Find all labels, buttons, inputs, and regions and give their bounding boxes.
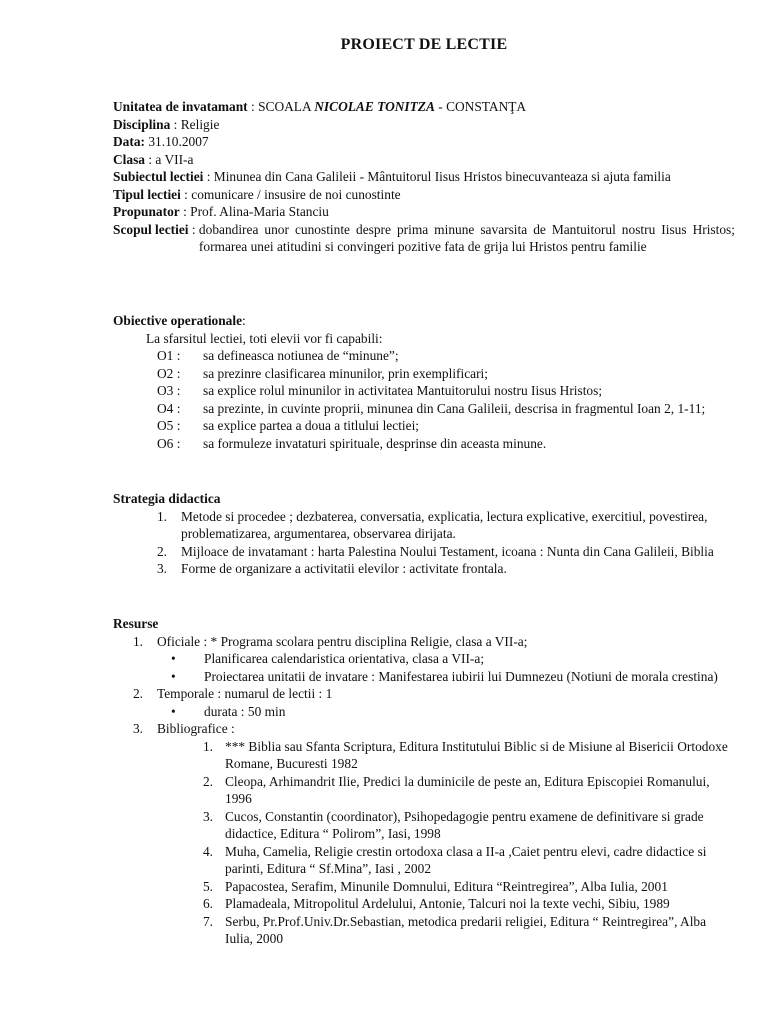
objectives-section: Obiective operationale: La sfarsitul lectiei, toti elevii vor fi capabili: O1 : sa defineasca notiunea de “minune”; O2 : sa prezinre clasificarea minunilor, prin exemplificari; O3 : sa explice rolul minunilor in activitatea Mantuitorului nostru Iisus Hristos; O4 : sa prezinte, in cuvinte proprii, minunea din Cana Galileii, descrisa in fragmentul Ioan 2, 1-11; O5 : sa explice partea a doua a titlului lectiei; O6 : sa formuleze invataturi spirituale, desprinse din aceasta minune.: [113, 312, 735, 452]
objective-text: sa prezinre clasificarea minunilor, prin exemplificari;: [203, 365, 489, 381]
objectives-intro: La sfarsitul lectiei, toti elevii vor fi capabili:: [146, 330, 383, 346]
strategy-item: [113, 543, 735, 561]
lesson-metadata: [113, 98, 735, 256]
objective-item: [113, 347, 735, 365]
objective-text: sa defineasca notiunea de “minune”;: [203, 348, 399, 363]
meta-value: Prof. Alina-Maria Stanciu: [190, 204, 329, 219]
meta-disciplina: Disciplina : Religie: [113, 116, 220, 132]
list-text: Cleopa, Arhimandrit Ilie, Predici la duminicile de peste an, Editura Episcopiei Romanului, 1996: [225, 773, 710, 806]
meta-propunator: Propunator : Prof. Alina-Maria Stanciu: [113, 204, 329, 219]
list-number: 3.: [132, 721, 143, 736]
bullet-icon: •: [171, 703, 176, 719]
list-text: Mijloace de invatamant : harta Palestina Noului Testament, icoana : Nunta din Cana Galileii, Biblia: [181, 543, 714, 559]
meta-value: comunicare / insusire de noi cunostinte: [191, 186, 401, 202]
resource-bibliografice: [113, 720, 735, 738]
list-text: Cucos, Constantin (coordinator), Psihopedagogie pentru examene de definitivare si grade didactice, Editura “ Polirom”, Iasi, 1998: [225, 808, 704, 841]
meta-label: Subiectul lectiei: [113, 169, 204, 184]
objective-code: O6 :: [157, 435, 181, 451]
bullet-item: [113, 650, 735, 668]
objective-code: O1 :: [157, 348, 181, 363]
bibliography-list: [113, 738, 735, 948]
list-number: 1.: [132, 633, 143, 649]
objective-text: sa formuleze invataturi spirituale, desprinse din aceasta minune.: [203, 435, 547, 451]
bullet-icon: •: [171, 668, 176, 684]
resources-list: [113, 633, 735, 651]
resources-list: [113, 720, 735, 738]
oficiale-bullets: [113, 650, 735, 685]
objective-item: [113, 417, 735, 435]
meta-label: Tipul lectiei: [113, 186, 181, 202]
meta-value: dobandirea unor cunostinte despre prima minune savarsita de Mantuitorul nostru Iisus Hristos; formarea unei atitudini si convingeri pozitive fata de grija lui Hristos pentru familie: [198, 221, 735, 254]
list-text: Metode si procedee ; dezbaterea, conversatia, explicatia, lectura explicative, exercitiul, povestirea, problematizarea, argumentarea, observarea dirijata.: [181, 508, 708, 541]
strategy-list: [113, 508, 735, 578]
list-number: 2.: [202, 773, 213, 789]
list-text: Forme de organizare a activitatii elevilor : activitate frontala.: [181, 561, 507, 576]
objective-item: [113, 400, 735, 418]
list-number: 3.: [202, 808, 213, 824]
meta-value: Religie: [180, 116, 220, 132]
strategy-item: [113, 508, 735, 543]
section-heading: Obiective operationale: [113, 313, 243, 328]
bibliography-item: [113, 808, 735, 843]
list-number: 6.: [202, 896, 213, 911]
bibliography-item: [113, 738, 735, 773]
resources-section: [113, 615, 735, 948]
section-heading: Strategia didactica: [113, 491, 221, 506]
meta-value: 31.10.2007: [148, 134, 209, 149]
bullet-text: durata : 50 min: [204, 703, 286, 719]
list-number: 2.: [156, 543, 167, 559]
list-text: Temporale : numarul de lectii : 1: [157, 686, 333, 701]
meta-data: [113, 133, 735, 151]
list-number: 3.: [156, 561, 167, 576]
resource-temporale: [113, 685, 735, 703]
bibliography-item: [113, 895, 735, 913]
bullet-icon: •: [171, 651, 176, 666]
objective-text: sa explice rolul minunilor in activitatea Mantuitorului nostru Iisus Hristos;: [203, 383, 603, 398]
resource-oficiale: [113, 633, 735, 651]
objective-item: [113, 435, 735, 453]
objective-text: sa explice partea a doua a titlului lectiei;: [203, 418, 420, 433]
meta-tip: Tipul lectiei : comunicare / insusire de noi cunostinte: [113, 186, 401, 202]
resources-list: [113, 685, 735, 703]
meta-label: Unitatea de invatamant: [113, 99, 248, 114]
meta-subiect: Subiectul lectiei : Minunea din Cana Galileii - Mântuitorul Iisus Hristos binecuvanteaza si ajuta familia: [113, 168, 735, 186]
meta-label: Scopul lectiei: [113, 221, 189, 237]
list-number: 2.: [132, 686, 143, 701]
meta-value: SCOALA: [258, 99, 315, 114]
list-text: Muha, Camelia, Religie crestin ortodoxa clasa a II-a ,Caiet pentru elevi, cadre didactice si parinti, Editura “ Sf.Mina”, Iasi , 2002: [225, 843, 707, 876]
objectives-list: [113, 347, 735, 452]
meta-label: Clasa: [113, 151, 145, 167]
objective-code: O5 :: [157, 418, 181, 433]
bibliography-item: [113, 843, 735, 878]
meta-value: Minunea din Cana Galileii - Mântuitorul Iisus Hristos binecuvanteaza si ajuta familia: [213, 169, 671, 184]
list-number: 4.: [202, 843, 213, 859]
list-text: Serbu, Pr.Prof.Univ.Dr.Sebastian, metodica predarii religiei, Editura “ Reintregirea”, Alba Iulia, 2000: [225, 913, 707, 946]
school-name: NICOLAE TONITZA: [314, 99, 435, 114]
list-text: Bibliografice :: [157, 721, 235, 736]
list-number: 1.: [202, 738, 213, 754]
section-heading: Resurse: [113, 616, 159, 631]
meta-value: - CONSTANŢA: [434, 99, 527, 114]
list-text: Plamadeala, Mitropolitul Ardelului, Antonie, Talcuri noi la texte vechi, Sibiu, 1989: [225, 896, 670, 911]
meta-label: Propunator: [113, 204, 180, 219]
meta-unitate: Unitatea de invatamant : SCOALA NICOLAE TONITZA - CONSTANŢA: [113, 99, 527, 114]
list-text: Oficiale : * Programa scolara pentru disciplina Religie, clasa a VII-a;: [157, 633, 528, 649]
temporale-bullets: [113, 703, 735, 721]
list-number: 7.: [202, 913, 213, 929]
bullet-text: Proiectarea unitatii de invatare : Manifestarea iubirii lui Dumnezeu (Notiuni de morala crestina): [204, 668, 718, 684]
list-number: 5.: [202, 878, 213, 894]
meta-label: Data:: [113, 134, 145, 149]
meta-value: a VII-a: [155, 151, 194, 167]
bibliography-item: [113, 878, 735, 896]
objective-code: O2 :: [157, 365, 181, 381]
list-number: 1.: [156, 508, 167, 524]
meta-clasa: Clasa : a VII-a: [113, 151, 194, 167]
bibliography-item: [113, 913, 735, 948]
meta-scop: Scopul lectiei : dobandirea unor cunostinte despre prima minune savarsita de Mantuitorul nostru Iisus Hristos; formarea unei atitudini si convingeri pozitive fata de grija lui Hristos pentru familie: [113, 221, 735, 254]
objective-code: O4 :: [157, 400, 181, 416]
list-text: *** Biblia sau Sfanta Scriptura, Editura Institutului Biblic si de Misiune al Bisericii Ortodoxe Romane, Bucuresti 1982: [225, 738, 728, 771]
objective-item: [113, 365, 735, 383]
document-title: PROIECT DE LECTIE: [340, 36, 508, 53]
objective-text: sa prezinte, in cuvinte proprii, minunea din Cana Galileii, descrisa in fragmentul Ioan 2, 1-11;: [203, 400, 706, 416]
strategy-item: [113, 560, 735, 578]
objective-code: O3 :: [157, 383, 181, 398]
strategy-section: [113, 490, 735, 578]
bullet-item: [113, 668, 735, 686]
list-text: Papacostea, Serafim, Minunile Domnului, Editura “Reintregirea”, Alba Iulia, 2001: [225, 878, 668, 894]
meta-label: Disciplina: [113, 116, 171, 132]
bullet-text: Planificarea calendaristica orientativa, clasa a VII-a;: [204, 651, 485, 666]
bullet-item: [113, 703, 735, 721]
objective-item: [113, 382, 735, 400]
bibliography-item: [113, 773, 735, 808]
